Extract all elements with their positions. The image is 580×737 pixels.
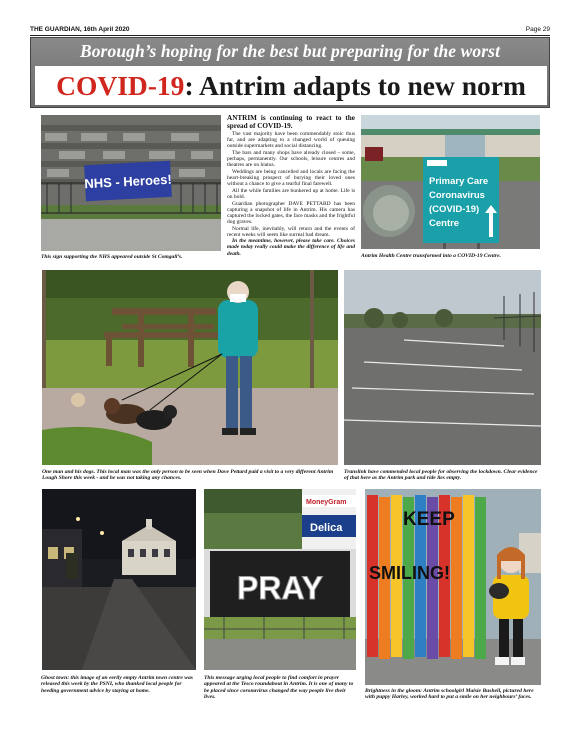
shop-sign-moneygram: MoneyGram bbox=[306, 499, 347, 506]
nhs-banner-text: NHS - Heroes! bbox=[83, 171, 173, 192]
car-park-photo bbox=[344, 270, 541, 465]
fence-plank bbox=[475, 497, 486, 659]
article-lead: ANTRIM is continuing to react to the spread of COVID-19. bbox=[227, 114, 355, 130]
health-centre-caption: Antrim Health Centre transformed into a COVID-19 Centre. bbox=[361, 253, 501, 259]
headline-covid: COVID-19 bbox=[56, 70, 185, 101]
page-number: Page 29 bbox=[525, 26, 550, 33]
headline-rest: : Antrim adapts to new norm bbox=[184, 70, 526, 101]
headline-main bbox=[35, 66, 547, 105]
teal-jacket bbox=[218, 300, 258, 358]
article-body bbox=[227, 115, 355, 265]
pray-caption: This message urging local people to find comfort in prayer appeared at the Tesco roundabout in Antrim. It is one of many to be placed since coronavirus changed the way people live their lives. bbox=[204, 675, 354, 701]
primary-care-line-1: Primary Care bbox=[429, 176, 489, 187]
publication-date: THE GUARDIAN, 16th April 2020 bbox=[30, 26, 130, 33]
pray-sign-text: PRAY bbox=[237, 570, 323, 606]
nhs-heroes-photo bbox=[41, 115, 221, 251]
keep-smiling-caption: Brightness in the gloom: Antrim schoolgirl Maisie Bushell, pictured here with puppy Harley, worked hard to put a smile on her neighbours’ faces. bbox=[365, 688, 534, 701]
article-paragraph: Guardian photographer DAVE PETTARD has been capturing a snapshot of life in Antrim. His camera has captured the locked gates, the face masks and the frightful dog graves. bbox=[227, 200, 355, 225]
pray-photo bbox=[204, 489, 356, 670]
shop-sign-delica: Delica bbox=[310, 522, 343, 534]
primary-care-line-2: Coronavirus bbox=[429, 190, 485, 201]
nhs-caption: This sign supporting the NHS appeared outside St Comgall’s. bbox=[41, 254, 183, 260]
article-closing: In the meantime, however, please take care. Choices made today really could make the difference of life and death. bbox=[227, 238, 355, 257]
dog-walker-caption: One man and his dogs. This local man was the only person to be seen when Dave Pettard paid a visit to a very different Antrim Lough Shore this week - and he was not taking any chances. bbox=[42, 469, 334, 482]
article-paragraph: The bars and many shops have already closed – some, perhaps, permanently. Our schools, leisure centres and theatres are on hiatus. bbox=[227, 150, 355, 169]
article-paragraph: Weddings are being cancelled and locals are facing the heart-breaking prospect of burying their loved ones without a chance to give a tearful final farewell. bbox=[227, 168, 355, 188]
car-park-caption: Translink have commended local people for observing the lockdown. Clear evidence of that here as the Antrim park and ride lies empty. bbox=[344, 469, 538, 482]
dog-walker-photo bbox=[42, 270, 338, 465]
ghost-town-caption: Ghost town: this image of an eerily empty Antrim town centre was released this week by the PSNI, who thanked local people for heeding government advice by staying at home. bbox=[41, 675, 193, 694]
article-paragraph: All the while families are bunkered up at home. Life is on hold. bbox=[227, 187, 355, 200]
article-paragraph: The vast majority have been commendably stoic thus far, and are adapting to a changed world of queuing outside supermarkets and social distancing. bbox=[227, 131, 355, 150]
fence-plank bbox=[463, 495, 474, 657]
article-paragraph: Normal life, inevitably, will return and the events of recent weeks will seem like surreal bad dream. bbox=[227, 225, 355, 238]
keep-text: KEEP bbox=[403, 509, 455, 530]
masthead-rule bbox=[30, 35, 550, 36]
ghost-town-photo bbox=[42, 489, 196, 670]
primary-care-line-3: (COVID-19) bbox=[429, 204, 480, 215]
headline-sub: Borough’s hoping for the best but preparing for the worst bbox=[79, 41, 501, 61]
smiling-text: SMILING! bbox=[369, 563, 450, 583]
keep-smiling-photo bbox=[365, 489, 541, 685]
health-centre-photo bbox=[361, 115, 540, 249]
headline-banner bbox=[30, 37, 550, 108]
primary-care-line-4: Centre bbox=[429, 218, 460, 229]
